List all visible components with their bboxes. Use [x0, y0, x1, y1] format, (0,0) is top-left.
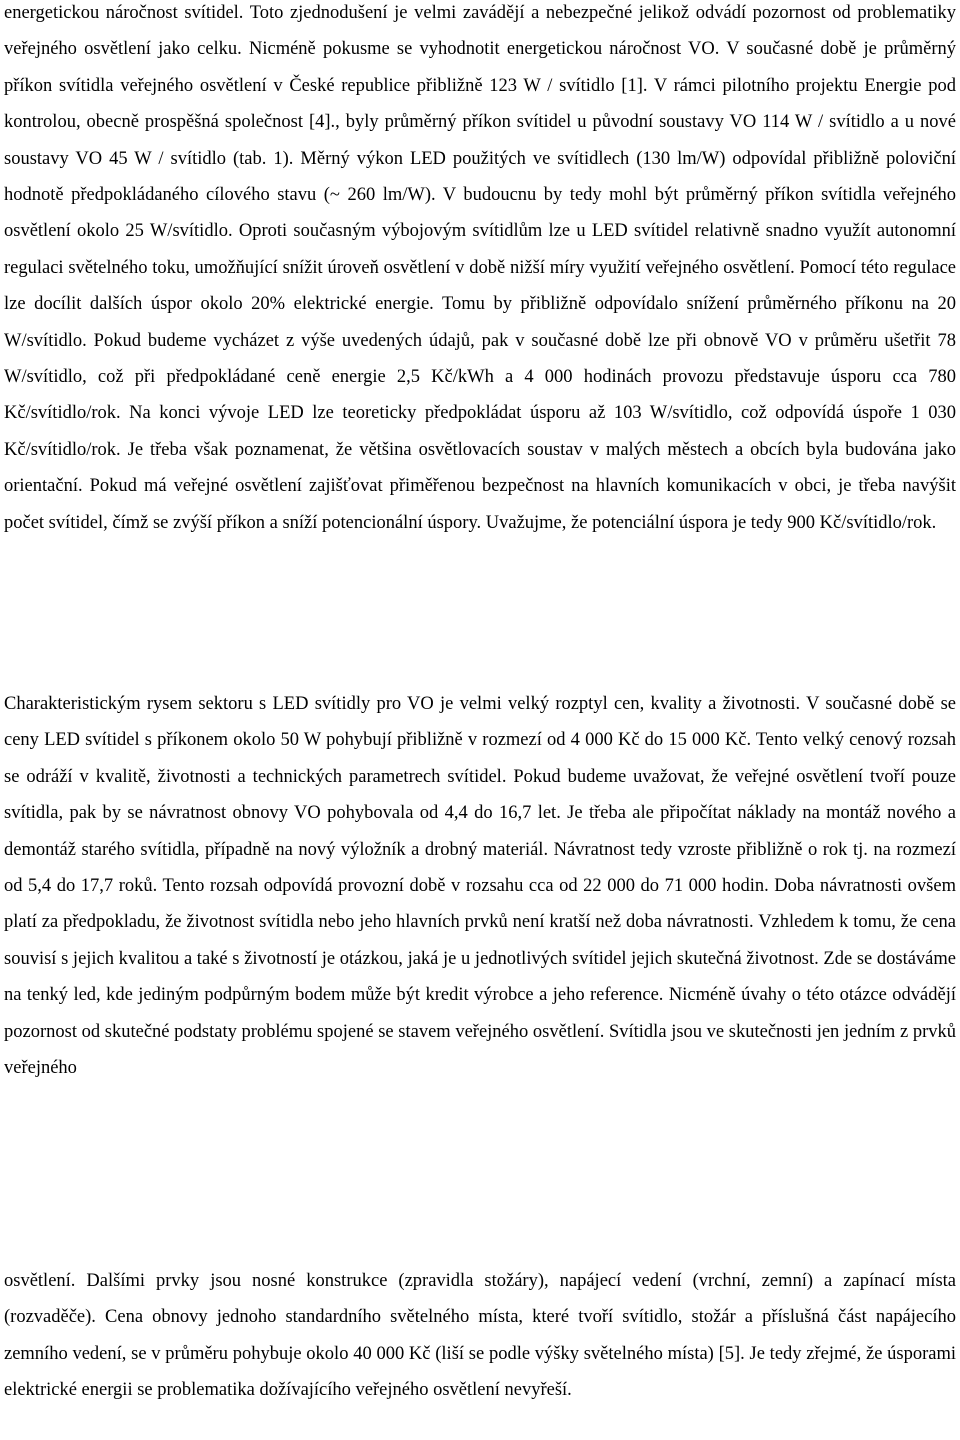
paragraph-text: osvětlení. Dalšími prvky jsou nosné konstrukce (zpravidla stožáry), napájecí vedení (vrchní, zemní) a zapínací místa (rozvaděče). Cena obnovy jednoho standardního světelného místa, které tvoří svítidlo, stožár a příslušná část napájecího zemního vedení, se v průměru pohybuje okolo 40 000 Kč (liší se podle výšky světelného místa) [5]. Je tedy zřejmé, že úsporami elektrické energii se problematika dožívajícího veřejného osvětlení nevyřeší. — [4, 1271, 956, 1401]
paragraph-lighting-components — [4, 1263, 956, 1409]
paragraph-led-market — [4, 686, 956, 1086]
paragraph-text: Charakteristickým rysem sektoru s LED svítidly pro VO je velmi velký rozptyl cen, kvality a životnosti. V současné době se ceny LED svítidel s příkonem okolo 50 W pohybují přibližně v rozmezí od 4 000 Kč do 15 000 Kč. Tento velký cenový rozsah se odráží v kvalitě, životnosti a technických parametrech svítidel. Pokud budeme uvažovat, že veřejné osvětlení tvoří pouze svítidla, pak by se návratnost obnovy VO pohybovala od 4,4 do 16,7 let. Je třeba ale připočítat náklady na montáž nového a demontáž starého svítidla, případně na nový výložník a drobný materiál. Návratnost tedy vzroste přibližně o rok tj. na rozmezí od 5,4 do 17,7 roků. Tento rozsah odpovídá provozní době v rozsahu cca od 22 000 do 71 000 hodin. Doba návratnosti ovšem platí za předpokladu, že životnost svítidla nebo jeho hlavních prvků není kratší než doba návratnosti. Vzhledem k tomu, že cena souvisí s jejich kvalitou a také s životností je otázkou, jaká je u jednotlivých svítidel jejich skutečná životnost. Zde se dostáváme na tenký led, kde jediným podpůrným bodem může být kredit výrobce a jeho reference. Nicméně úvahy o této otázce odvádějí pozornost od skutečné podstaty problému spojené se stavem veřejného osvětlení. Svítidla jsou ve skutečnosti jen jedním z prvků veřejného — [4, 694, 956, 1079]
paragraph-energy-savings — [4, 0, 956, 541]
paragraph-text: energetickou náročnost svítidel. Toto zjednodušení je velmi zavádějí a nebezpečné jelikož odvádí pozornost od problematiky veřejného osvětlení jako celku. Nicméně pokusme se vyhodnotit energetickou náročnost VO. V současné době je průměrný příkon svítidla veřejného osvětlení v České republice přibližně 123 W / svítidlo [1]. V rámci pilotního projektu Energie pod kontrolou, obecně prospěšná společnost [4]., byly průměrný příkon svítidel u původní soustavy VO 114 W / svítidlo a u nové soustavy VO 45 W / svítidlo (tab. 1). Měrný výkon LED použitých ve svítidlech (130 lm/W) odpovídal přibližně poloviční hodnotě předpokládaného cílového stavu (~ 260 lm/W). V budoucnu by tedy mohl být průměrný příkon svítidla veřejného osvětlení okolo 25 W/svítidlo. Oproti současným výbojovým svítidlům lze u LED svítidel relativně snadno využít autonomní regulaci světelného toku, umožňující snížit úroveň osvětlení v době nižší míry využití veřejného osvětlení. Pomocí této regulace lze docílit dalších úspor okolo 20% elektrické energie. Tomu by přibližně odpovídalo snížení průměrného příkonu na 20 W/svítidlo. Pokud budeme vycházet z výše uvedených údajů, pak v současné době lze při obnově VO v průměru ušetřit 78 W/svítidlo, což při předpokládané ceně energie 2,5 Kč/kWh a 4 000 hodinách provozu představuje úsporu cca 780 Kč/svítidlo/rok. Na konci vývoje LED lze teoreticky předpokládat úsporu až 103 W/svítidlo, což odpovídá úspoře 1 030 Kč/svítidlo/rok. Je třeba však poznamenat, že většina osvětlovacích soustav v malých městech a obcích byla budována jako orientační. Pokud má veřejné osvětlení zajišťovat přiměřenou bezpečnost na hlavních komunikacích v obci, je třeba navýšit počet svítidel, čímž se zvýší příkon a sníží potencionální úspory. Uvažujme, že potenciální úspora je tedy 900 Kč/svítidlo/rok. — [4, 3, 956, 533]
